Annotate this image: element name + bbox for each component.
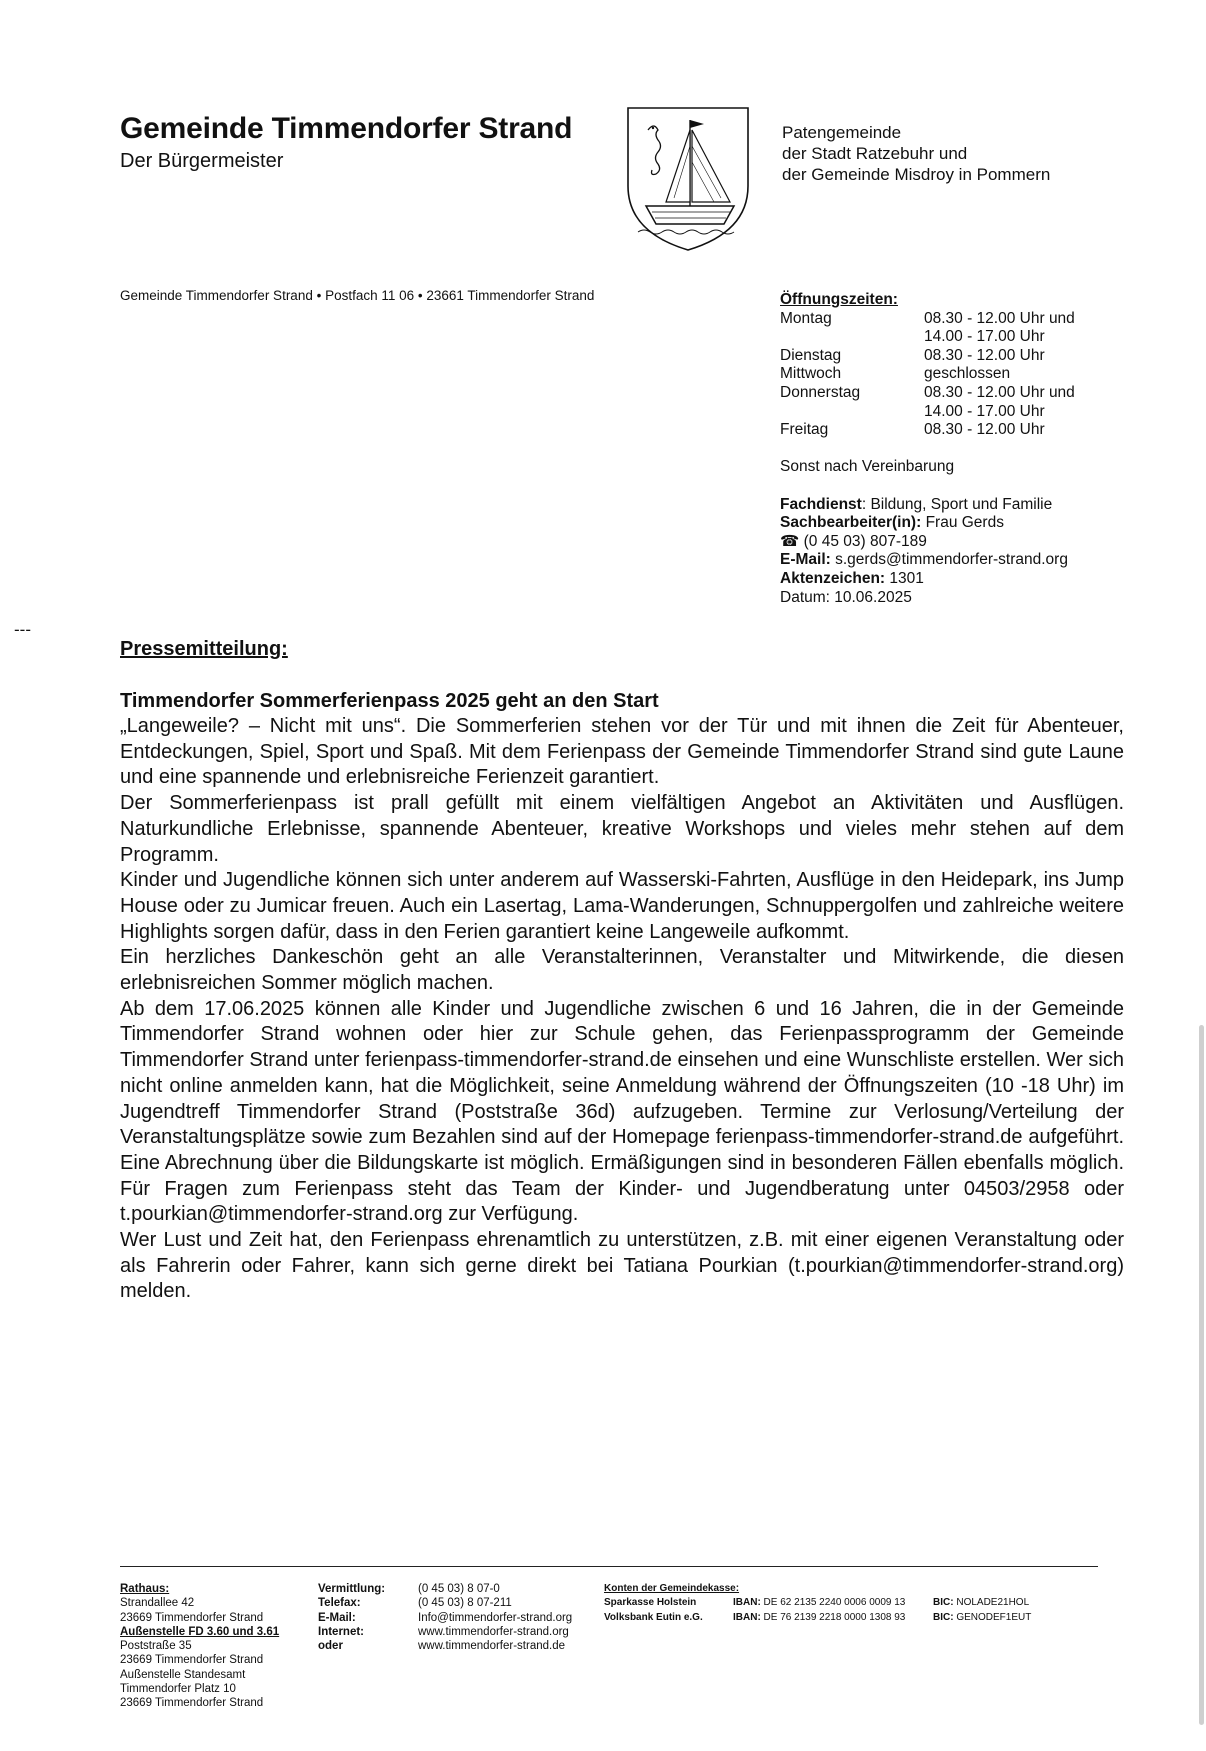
iban-value: DE 76 2139 2218 0000 1308 93: [760, 1611, 906, 1623]
contact-website-link[interactable]: www.timmendorfer-strand.de: [418, 1640, 565, 1653]
department-label: Fachdienst: [780, 495, 862, 513]
partner-municipalities: [782, 122, 1050, 185]
contact-value: (0 45 03) 8 07-0: [418, 1583, 500, 1595]
footer-bank-column: [604, 1582, 1033, 1625]
clerk-label: Sachbearbeiter(in):: [780, 514, 922, 532]
bank-accounts: [604, 1596, 1033, 1625]
hours-day: Dienstag: [780, 346, 842, 364]
hours-row: [780, 384, 1110, 421]
hours-day: Montag: [780, 309, 832, 327]
press-release-heading: Pressemitteilung:: [120, 638, 288, 660]
organization-subtitle: Der Bürgermeister: [120, 150, 284, 172]
other-hours-note: Sonst nach Vereinbarung: [780, 458, 955, 476]
footer-contact-values: [418, 1582, 572, 1653]
iban-value: DE 62 2135 2240 0006 0009 13: [760, 1597, 906, 1609]
address-line: Außenstelle Standesamt: [120, 1668, 246, 1681]
iban-label: IBAN:: [733, 1597, 761, 1609]
return-address: Gemeinde Timmendorfer Strand • Postfach 11 06 • 23661 Timmendorfer Strand: [120, 288, 595, 303]
department-line: [780, 496, 1110, 515]
hours-row: [780, 421, 1110, 440]
body-paragraph: Ab dem 17.06.2025 können alle Kinder und Jugendliche zwischen 6 und 16 Jahren, die in der Gemeinde Timmendorfer Strand wohnen oder hier zur Schule gehen, das Ferienpassprogramm der Gemeinde Timmendorfer Strand unter ferienpass-timmendorfer-strand.de einsehen und eine Wunschliste erstellen. Wer sich nicht online anmelden kann, hat die Möglichkeit, seine Anmeldung während der Öffnungszeiten (10 -18 Uhr) im Jugendtreff Timmendorfer Strand (Poststraße 36d) aufzugeben. Termine zur Verlosung/Verteilung der Veranstaltungsplätze sowie zum Bezahlen sind auf der Homepage ferienpass-timmendorfer-strand.de aufgeführt. Eine Abrechnung über die Bildungskarte ist möglich. Ermäßigungen sind in besonderen Fällen ebenfalls möglich. Für Fragen zum Ferienpass steht das Team der Kinder- und Jugendberatung unter 04503/2958 oder t.pourkian@timmendorfer-strand.org zur Verfügung.: [120, 997, 1124, 1226]
hours-row: [780, 365, 1110, 384]
contact-value: (0 45 03) 8 07-211: [418, 1597, 512, 1610]
body-paragraph: Wer Lust und Zeit hat, den Ferienpass ehrenamtlich zu unterstützen, z.B. mit einer eigenen Veranstaltung oder als Fahrerin oder Fahrer, kann sich gerne direkt bei Tatiana Pourkian (t.pourkian@timmendorfer-strand.org) melden.: [120, 1229, 1124, 1303]
coat-of-arms-icon: [626, 106, 750, 252]
press-release-title: Timmendorfer Sommerferienpass 2025 geht an den Start: [120, 690, 659, 712]
hours-row: [780, 347, 1110, 366]
hours-times: 08.30 - 12.00 Uhr: [924, 421, 1045, 439]
body-paragraph: Der Sommerferienpass ist prall gefüllt mit einem vielfältigen Angebot an Aktivitäten und Ausflügen. Naturkundliche Erlebnisse, spannende Abenteuer, kreative Workshops und vieles mehr stehen auf dem Programm.: [120, 792, 1124, 866]
iban-label: IBAN:: [733, 1611, 761, 1623]
contact-email-link[interactable]: Info@timmendorfer-strand.org: [418, 1611, 573, 1624]
bic-value: GENODEF1EUT: [953, 1611, 1032, 1623]
separator-mark: ---: [14, 620, 31, 639]
hours-times: geschlossen: [924, 365, 1011, 383]
partner-line: der Gemeinde Misdroy in Pommern: [782, 165, 1051, 184]
email-line: [780, 551, 1110, 570]
hours-times: 08.30 - 12.00 Uhr: [924, 346, 1045, 364]
scrollbar-thumb[interactable]: [1199, 1025, 1204, 1725]
file-reference-value: 1301: [885, 569, 924, 587]
address-line: 23669 Timmendorfer Strand: [120, 1654, 264, 1667]
clerk-line: [780, 514, 1110, 533]
rathaus-title: Rathaus:: [120, 1583, 170, 1595]
contact-label: oder: [318, 1640, 343, 1653]
partner-line: Patengemeinde: [782, 123, 902, 142]
bank-name: Sparkasse Holstein: [604, 1597, 697, 1609]
file-reference-label: Aktenzeichen:: [780, 569, 886, 587]
hours-times: 08.30 - 12.00 Uhr und 14.00 - 17.00 Uhr: [924, 309, 1075, 346]
hours-day: Mittwoch: [780, 365, 842, 383]
hours-day: Freitag: [780, 421, 829, 439]
address-line: Strandallee 42: [120, 1597, 195, 1610]
footer-address-column: [120, 1582, 279, 1711]
bank-name: Volksbank Eutin e.G.: [604, 1611, 703, 1623]
phone-value: (0 45 03) 807-189: [799, 532, 927, 550]
partner-line: der Stadt Ratzebuhr und: [782, 144, 968, 163]
bic-label: BIC:: [933, 1611, 954, 1623]
branch-title: Außenstelle FD 3.60 und 3.61: [120, 1625, 280, 1638]
address-line: 23669 Timmendorfer Strand: [120, 1697, 264, 1710]
press-release-body: [120, 714, 1124, 1305]
hours-day: Donnerstag: [780, 383, 861, 401]
department-value: : Bildung, Sport und Familie: [861, 495, 1053, 513]
contact-label: E-Mail:: [318, 1611, 356, 1624]
organization-name: Gemeinde Timmendorfer Strand: [120, 112, 573, 145]
hours-times: 08.30 - 12.00 Uhr und 14.00 - 17.00 Uhr: [924, 383, 1075, 420]
file-reference-line: [780, 570, 1110, 589]
contact-label: Telefax:: [318, 1597, 361, 1610]
body-paragraph: „Langeweile? – Nicht mit uns“. Die Sommerferien stehen vor der Tür und mit ihnen die Zeit für Abenteuer, Entdeckungen, Spiel, Sport und Spaß. Mit dem Ferienpass der Gemeinde Timmendorfer Strand sind gute Laune und eine spannende und erlebnisreiche Ferienzeit garantiert.: [120, 715, 1124, 789]
address-line: 23669 Timmendorfer Strand: [120, 1611, 264, 1624]
contact-website-link[interactable]: www.timmendorfer-strand.org: [418, 1625, 569, 1638]
email-value[interactable]: s.gerds@timmendorfer-strand.org: [830, 551, 1068, 569]
address-line: Timmendorfer Platz 10: [120, 1683, 236, 1696]
clerk-value: Frau Gerds: [921, 514, 1004, 532]
phone-line: [780, 533, 1110, 552]
address-line: Poststraße 35: [120, 1640, 192, 1653]
bic-label: BIC:: [933, 1597, 954, 1609]
contact-label: Internet:: [318, 1625, 364, 1638]
body-paragraph: Ein herzliches Dankeschön geht an alle Veranstalterinnen, Veranstalter und Mitwirkende, die diesen erlebnisreichen Sommer möglich machen.: [120, 946, 1124, 995]
date-line: Datum: 10.06.2025: [780, 588, 912, 606]
phone-icon: ☎: [780, 532, 800, 550]
email-label: E-Mail:: [780, 551, 831, 569]
bic-value: NOLADE21HOL: [953, 1597, 1030, 1609]
body-paragraph: Kinder und Jugendliche können sich unter anderem auf Wasserski-Fahrten, Ausflüge in den Heidepark, ins Jump House oder zu Jumicar freuen. Auch ein Lasertag, Lama-Wanderungen, Schnuppergolfen und zahlreiche weitere Highlights sorgen dafür, dass in den Ferien garantiert keine Langeweile aufkommt.: [120, 869, 1124, 943]
footer-contact-labels: [318, 1582, 385, 1653]
office-info-block: [780, 291, 1110, 607]
hours-row: [780, 310, 1110, 347]
bank-title: Konten der Gemeindekasse:: [604, 1583, 740, 1594]
footer-divider: [120, 1566, 1098, 1567]
contact-label: Vermittlung:: [318, 1583, 386, 1595]
opening-hours-title: Öffnungszeiten:: [780, 291, 898, 308]
